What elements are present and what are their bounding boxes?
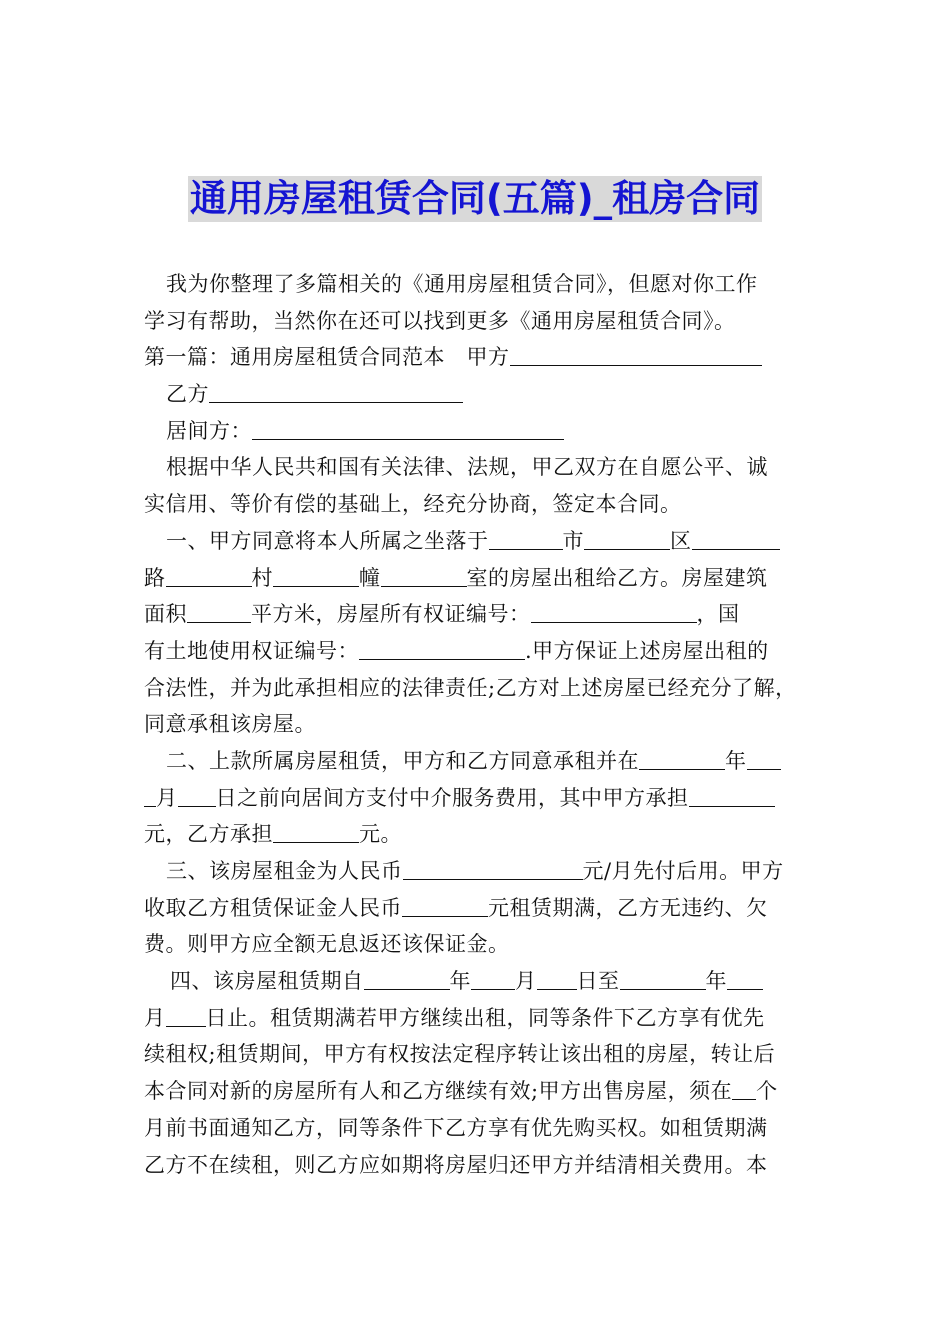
blank-underline [403, 857, 583, 880]
text-line [144, 560, 812, 597]
blank-underline [187, 600, 251, 623]
blank-underline [178, 784, 216, 807]
text-segment: 元。 [359, 822, 402, 847]
text-segment: 区 [670, 528, 692, 553]
blank-underline [747, 747, 781, 770]
text-line [144, 1000, 812, 1037]
text-line [144, 1036, 812, 1073]
text-segment: 面积 [144, 602, 187, 627]
text-segment: 我为你整理了多篇相关的《通用房屋租赁合同》，但愿对你工作 [166, 272, 758, 296]
text-segment: 市 [562, 528, 584, 553]
text-segment: 一、甲方同意将本人所属之坐落于 [166, 528, 489, 553]
text-segment: 居间方： [166, 418, 252, 443]
text-segment: 路 [144, 565, 166, 590]
blank-underline [692, 527, 780, 550]
blank-underline [144, 784, 156, 807]
text-line [144, 816, 812, 853]
text-line [144, 303, 812, 340]
text-line [144, 1110, 812, 1147]
text-segment: 费。则甲方应全额无息返还该保证金。 [144, 932, 510, 957]
text-line [144, 963, 812, 1000]
text-segment: .甲方保证上述房屋出租的 [525, 638, 769, 663]
blank-underline [639, 747, 725, 770]
blank-underline [273, 564, 359, 587]
text-line [144, 1073, 812, 1110]
blank-underline [620, 967, 706, 990]
text-line [144, 413, 812, 450]
blank-underline [273, 820, 359, 843]
blank-underline [381, 564, 467, 587]
text-segment: 元，乙方承担 [144, 822, 273, 847]
text-segment: 有土地使用权证编号： [144, 638, 359, 663]
text-line [144, 266, 812, 303]
text-line [144, 339, 812, 376]
text-line [144, 449, 812, 486]
title-wrap [0, 176, 950, 222]
text-segment: 日至 [576, 969, 620, 994]
text-segment: 年 [449, 969, 471, 994]
text-segment: 平方米，房屋所有权证编号： [251, 602, 531, 627]
text-segment: 日之前向居间方支付中介服务费用，其中甲方承担 [215, 785, 689, 810]
text-segment: 本合同对新的房屋所有人和乙方继续有效;甲方出售房屋，须在 [144, 1079, 733, 1104]
text-segment: ，国 [696, 602, 740, 627]
blank-underline [471, 967, 515, 990]
blank-underline [537, 967, 577, 990]
text-line [144, 706, 812, 743]
text-segment: 根据中华人民共和国有关法律、法规，甲乙双方在自愿公平、诚 [166, 455, 768, 480]
document-body [144, 266, 812, 1183]
text-segment: 续租权;租赁期间，甲方有权按法定程序转让该出租的房屋，转让后 [144, 1042, 776, 1067]
text-segment: 同意承租该房屋。 [144, 712, 316, 737]
text-line [144, 376, 812, 413]
text-line [144, 596, 812, 633]
text-segment: 学习有帮助，当然你在还可以找到更多《通用房屋租赁合同》。 [144, 308, 736, 333]
text-line [144, 486, 812, 523]
text-segment: 第一篇：通用房屋租赁合同范本 甲方 [144, 345, 510, 370]
blank-underline [166, 564, 252, 587]
text-line [144, 633, 812, 670]
text-segment: 二、上款所属房屋租赁，甲方和乙方同意承租并在 [166, 748, 639, 773]
blank-underline [364, 967, 450, 990]
blank-underline [166, 1004, 206, 1027]
text-segment: 四、该房屋租赁期自 [170, 969, 364, 994]
text-line [144, 890, 812, 927]
text-segment: 三、该房屋租金为人民币 [166, 859, 403, 883]
blank-underline [510, 343, 762, 366]
text-line [144, 926, 812, 963]
text-line [144, 743, 812, 780]
text-segment: 室的房屋出租给乙方。房屋建筑 [466, 565, 768, 590]
text-segment: 幢 [359, 565, 381, 590]
text-segment: 月 [156, 785, 178, 810]
text-line [144, 1147, 812, 1184]
blank-underline [402, 894, 488, 917]
document-title: 通用房屋租赁合同(五篇)_租房合同 [189, 177, 761, 220]
text-segment: 日止。租赁期满若甲方继续出租，同等条件下乙方享有优先 [205, 1005, 765, 1030]
text-line [144, 523, 812, 560]
text-segment: 元/月先付后用。甲方 [582, 859, 784, 883]
text-line [144, 853, 812, 890]
blank-underline [732, 1077, 756, 1100]
blank-underline [727, 967, 763, 990]
text-segment: 乙方不在续租，则乙方应如期将房屋归还甲方并结清相关费用。本 [144, 1152, 768, 1177]
blank-underline [209, 380, 463, 403]
text-segment: 月前书面通知乙方，同等条件下乙方享有优先购买权。如租赁期满 [144, 1115, 768, 1140]
text-segment: 个 [756, 1079, 778, 1104]
text-segment: 村 [251, 565, 273, 590]
text-segment: 月 [515, 969, 537, 994]
blank-underline [489, 527, 563, 550]
blank-underline [689, 784, 775, 807]
text-segment: 乙方 [166, 382, 209, 407]
text-segment: 合法性，并为此承担相应的法律责任;乙方对上述房屋已经充分了解， [144, 675, 797, 700]
text-segment: 年 [725, 748, 747, 773]
text-segment: 实信用、等价有偿的基础上，经充分协商，签定本合同。 [144, 492, 682, 517]
blank-underline [584, 527, 670, 550]
blank-underline [531, 600, 697, 623]
blank-underline [252, 417, 564, 440]
blank-underline [359, 637, 525, 660]
text-segment: 月 [144, 1005, 166, 1030]
text-line [144, 780, 812, 817]
text-line [144, 670, 812, 707]
text-segment: 收取乙方租赁保证金人民币 [144, 895, 402, 920]
text-segment: 元租赁期满，乙方无违约、欠 [488, 895, 768, 920]
text-segment: 年 [705, 969, 727, 994]
